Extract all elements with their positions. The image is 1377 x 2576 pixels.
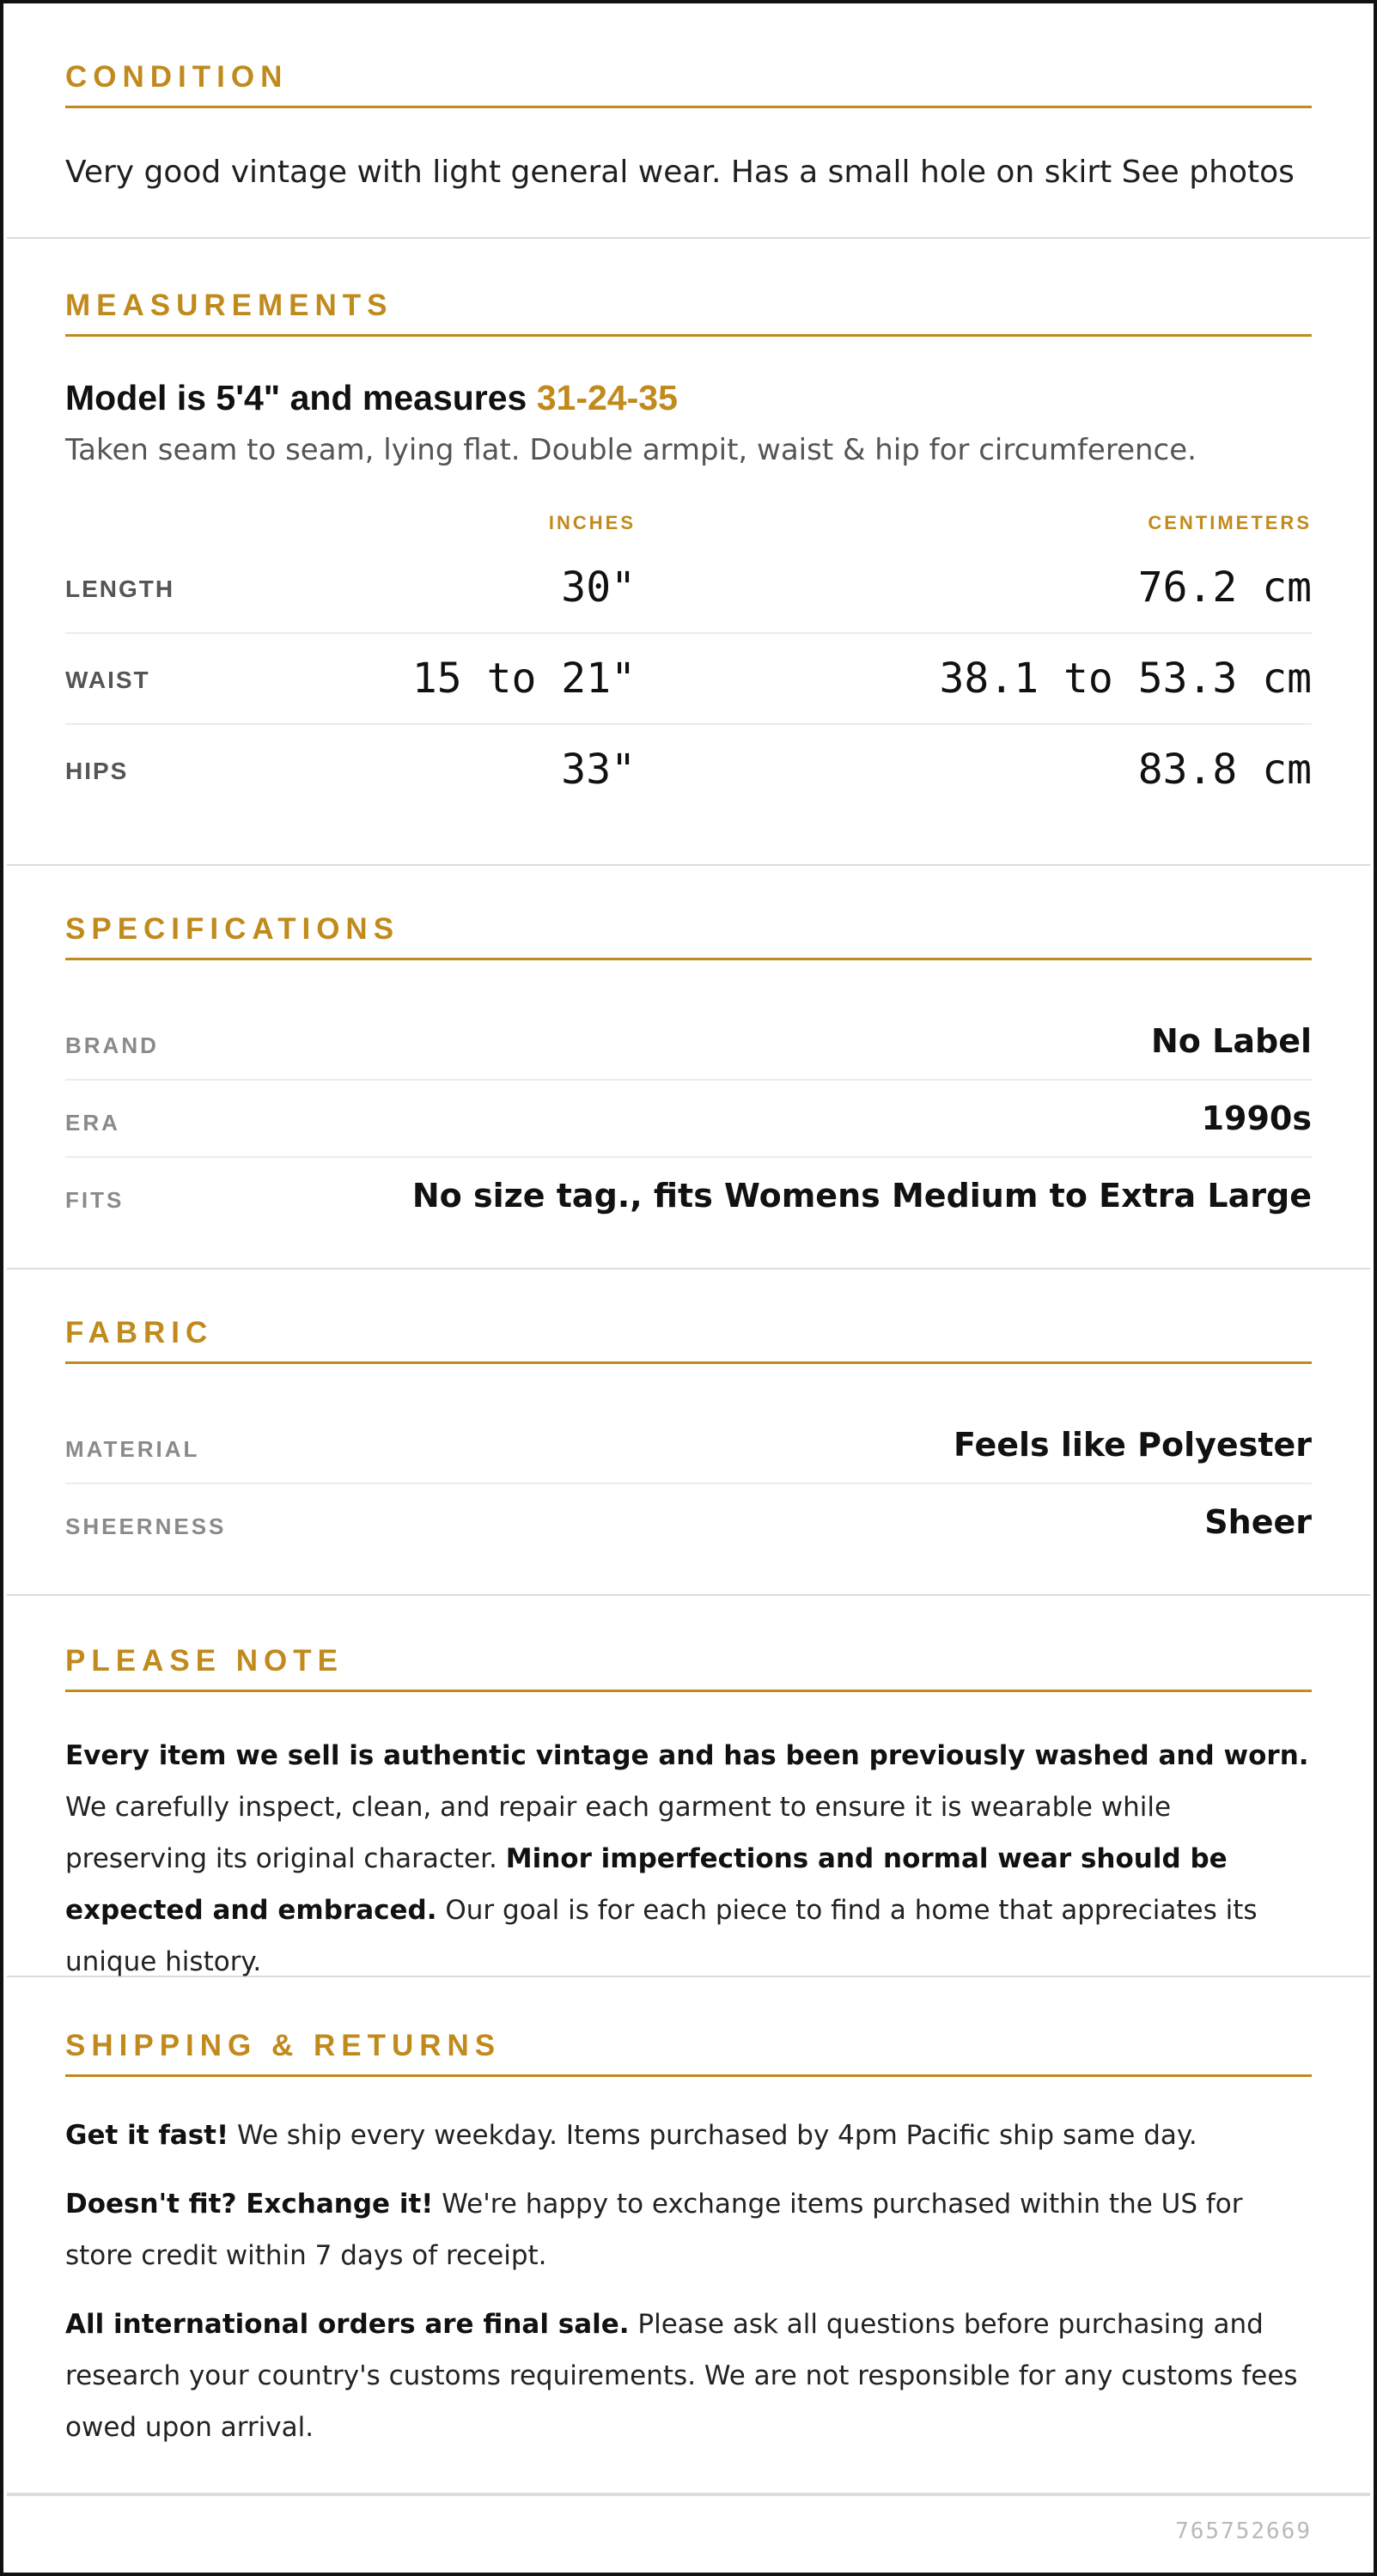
measurement-row <box>65 543 1312 634</box>
note-bold-1: Every item we sell is authentic vintage and has been previously washed and worn. <box>65 1740 1309 1771</box>
measurement-row <box>65 725 1312 816</box>
please-note-text <box>65 1730 1312 1988</box>
measurement-cm: 83.8 cm <box>1137 746 1312 794</box>
shipping-paragraph-international <box>65 2299 1312 2453</box>
please-note-section <box>7 1596 1370 1977</box>
specifications-heading: SPECIFICATIONS <box>65 914 1312 960</box>
spec-label: BRAND <box>65 1032 159 1058</box>
model-measures-prefix: Model is 5'4" and measures <box>65 378 537 417</box>
shipping-returns-section <box>7 1977 1370 2494</box>
fabric-section <box>7 1270 1370 1596</box>
measurements-section <box>7 239 1370 866</box>
measurement-cm: 38.1 to 53.3 cm <box>939 655 1312 703</box>
ship-bold-3: All international orders are final sale. <box>65 2309 630 2340</box>
inches-column-header: INCHES <box>548 512 636 533</box>
fabric-row-sheerness <box>65 1484 1312 1562</box>
shipping-heading: SHIPPING & RETURNS <box>65 2031 1312 2077</box>
measurement-label: LENGTH <box>65 575 175 602</box>
measurements-heading: MEASUREMENTS <box>65 290 1312 337</box>
note-text-2: Our goal is for each piece to find a home that appreciates its unique history. <box>65 1895 1258 1977</box>
centimeters-column-header: CENTIMETERS <box>1148 512 1312 533</box>
note-text-1: We carefully inspect, clean, and repair each garment to ensure it is wearable while preserving its original character. <box>65 1792 1172 1874</box>
measurement-label: HIPS <box>65 758 129 784</box>
fabric-value: Feels like Polyester <box>954 1426 1312 1464</box>
model-measures-value: 31-24-35 <box>536 378 678 417</box>
ship-text-1: We ship every weekday. Items purchased by 4pm Pacific ship same day. <box>228 2120 1197 2151</box>
ship-text-2: We're happy to exchange items purchased within the US for store credit within 7 days of receipt. <box>65 2189 1243 2271</box>
ship-text-3: Please ask all questions before purchasing and research your country's customs requirements. We are not responsible for any customs fees owed upon arrival. <box>65 2309 1298 2443</box>
spec-value: No size tag., fits Womens Medium to Extra Large <box>411 1177 1312 1215</box>
ship-bold-2: Doesn't fit? Exchange it! <box>65 2189 434 2220</box>
spec-label: FITS <box>65 1187 125 1213</box>
measurement-inches: 33" <box>561 746 636 794</box>
spec-row-fits <box>65 1158 1312 1235</box>
please-note-heading: PLEASE NOTE <box>65 1646 1312 1692</box>
condition-text: Very good vintage with light general wear. Has a small hole on skirt See photos <box>65 155 1295 190</box>
fabric-label: SHEERNESS <box>65 1513 227 1539</box>
shipping-paragraph-exchange <box>65 2178 1312 2281</box>
spec-value: No Label <box>1151 1022 1312 1060</box>
shipping-paragraph-fast <box>65 2110 1312 2161</box>
condition-section <box>7 7 1370 239</box>
measurement-label: WAIST <box>65 667 150 693</box>
spec-value: 1990s <box>1201 1099 1312 1137</box>
measurement-inches: 30" <box>561 563 636 612</box>
spec-row-era <box>65 1081 1312 1158</box>
measurement-row <box>65 634 1312 725</box>
measurement-method-note: Taken seam to seam, lying flat. Double armpit, waist & hip for circumference. <box>65 433 1197 467</box>
fabric-row-material <box>65 1407 1312 1484</box>
note-bold-2: Minor imperfections and normal wear should be expected and embraced. <box>65 1843 1228 1926</box>
measurement-inches: 15 to 21" <box>411 655 636 703</box>
specifications-section <box>7 866 1370 1270</box>
footer <box>7 2494 1370 2576</box>
spec-label: ERA <box>65 1110 120 1136</box>
spec-row-brand <box>65 1003 1312 1081</box>
fabric-value: Sheer <box>1204 1503 1312 1541</box>
measurement-cm: 76.2 cm <box>1137 563 1312 612</box>
model-measures-line <box>65 378 1312 418</box>
condition-heading: CONDITION <box>65 62 1312 108</box>
fabric-heading: FABRIC <box>65 1318 1312 1364</box>
item-id: 765752669 <box>1175 2518 1312 2544</box>
ship-bold-1: Get it fast! <box>65 2120 229 2151</box>
fabric-label: MATERIAL <box>65 1436 200 1462</box>
